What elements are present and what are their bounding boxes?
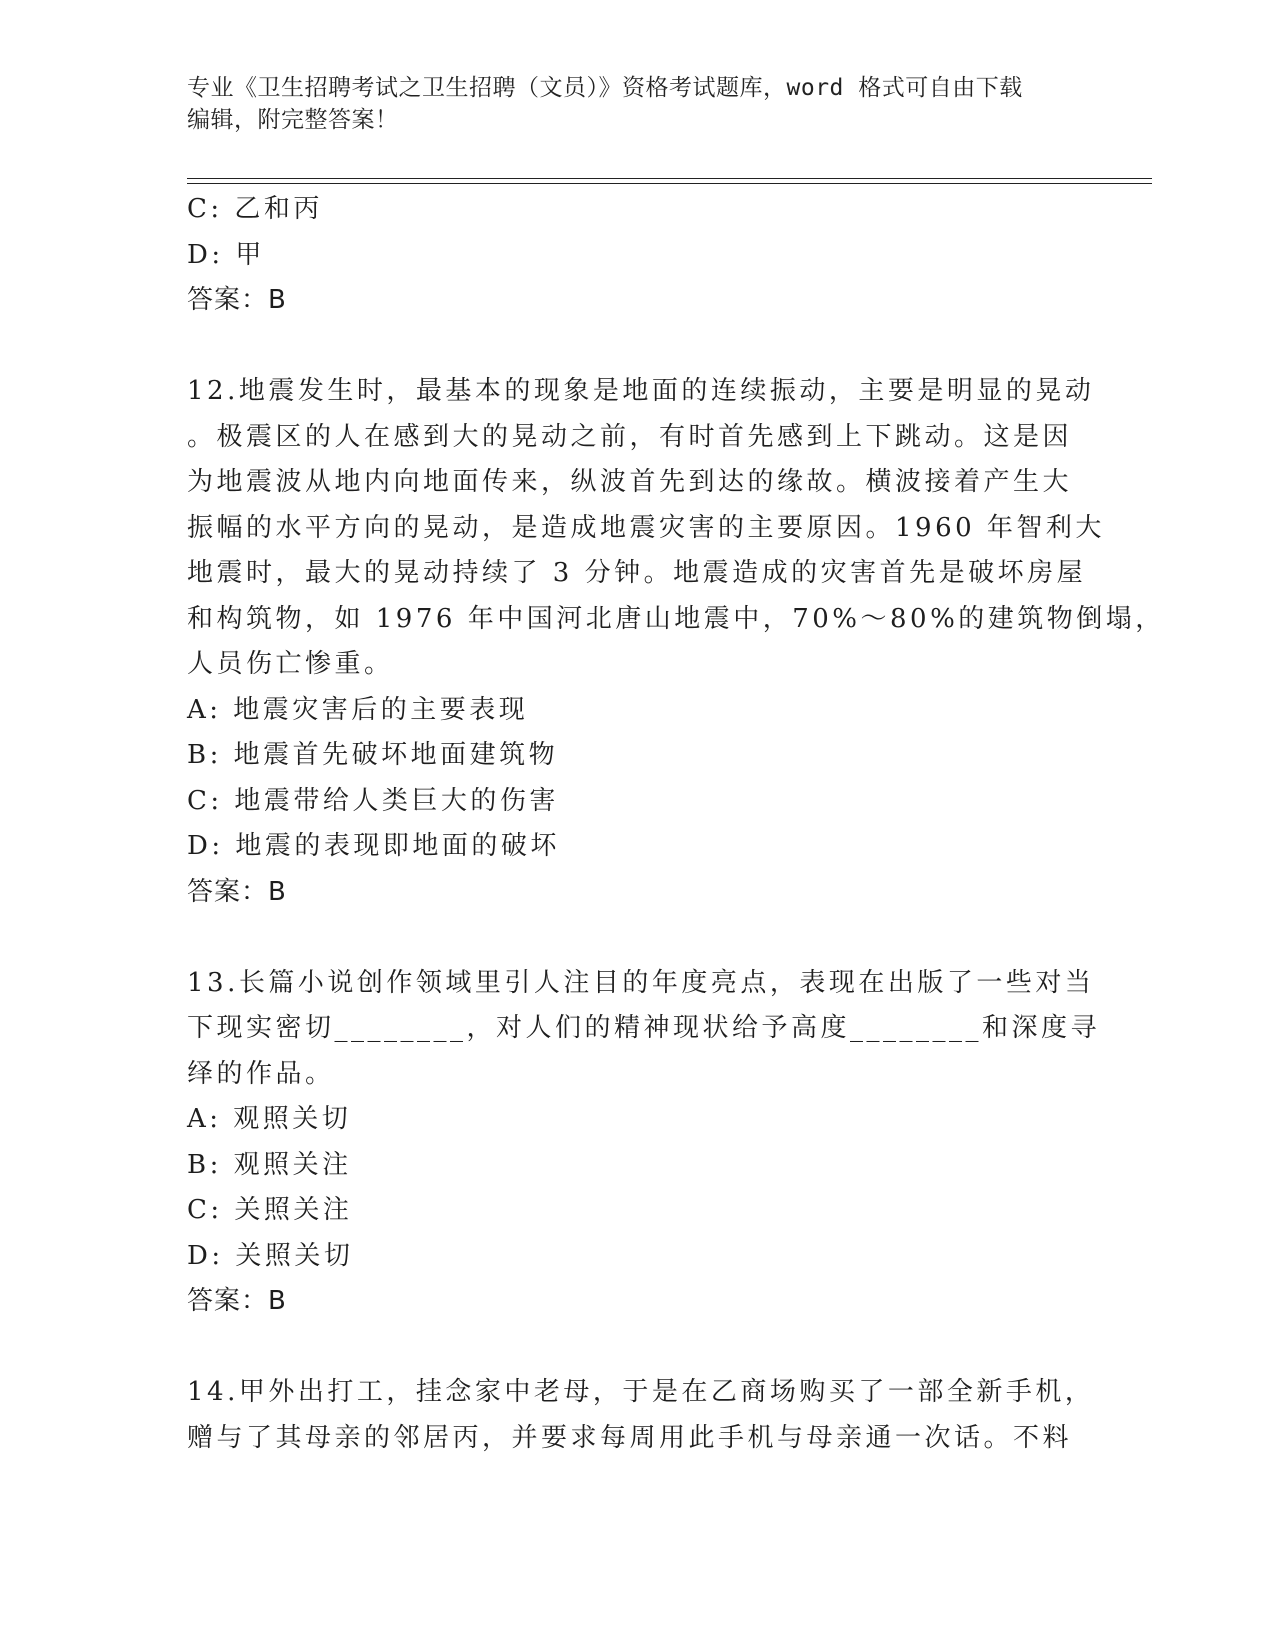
- answer-line: 答案：B: [187, 876, 287, 907]
- option-d: D: 关照关切: [187, 1240, 354, 1271]
- question-text-line: 振幅的水平方向的晃动，是造成地震灾害的主要原因。1960 年智利大: [187, 512, 1105, 543]
- spacer: [187, 1325, 1087, 1371]
- question-text-line: 人员伤亡惨重。: [187, 649, 394, 679]
- answer-line: 答案：B: [187, 285, 287, 315]
- header-rule-bottom: [187, 183, 1152, 184]
- option-a: A: 观照关切: [187, 1104, 352, 1134]
- question-text-line: 13.长篇小说创作领域里引人注目的年度亮点，表现在出版了一些对当: [187, 967, 1095, 998]
- option-d: D: 地震的表现即地面的破坏: [187, 831, 560, 861]
- option-a: A: 地震灾害后的主要表现: [187, 694, 529, 725]
- header-rule-top: [187, 178, 1152, 179]
- previous-question-tail: [187, 187, 1087, 324]
- page-header: [187, 72, 1087, 136]
- option-d: D: 甲: [187, 239, 265, 270]
- question-text-line: 和构筑物，如 1976 年中国河北唐山地震中，70%～80%的建筑物倒塌，: [187, 603, 1165, 634]
- spacer: [187, 324, 1087, 370]
- question-text-line: 为地震波从地内向地面传来，纵波首先到达的缘故。横波接着产生大: [187, 467, 1073, 497]
- question-12: [187, 369, 1165, 915]
- question-text-line: 地震时，最大的晃动持续了 3 分钟。地震造成的灾害首先是破坏房屋: [187, 558, 1087, 588]
- question-text-line: 下现实密切________，对人们的精神现状给予高度________和深度寻: [187, 1013, 1101, 1043]
- question-text-line: 赠与了其母亲的邻居丙，并要求每周用此手机与母亲通一次话。不料: [187, 1422, 1073, 1453]
- option-c: C: 关照关注: [187, 1195, 353, 1225]
- question-text-line: 。极震区的人在感到大的晃动之前，有时首先感到上下跳动。这是因: [187, 421, 1073, 452]
- option-b: B: 观照关注: [187, 1149, 352, 1180]
- document-body: [187, 187, 1165, 1461]
- spacer: [187, 915, 1087, 961]
- option-c: C: 地震带给人类巨大的伤害: [187, 785, 559, 816]
- option-b: B: 地震首先破坏地面建筑物: [187, 740, 559, 770]
- header-line-1: 专业《卫生招聘考试之卫生招聘（文员）》资格考试题库，word 格式可自由下载: [187, 75, 1023, 101]
- option-c: C: 乙和丙: [187, 194, 323, 224]
- question-text-line: 12.地震发生时，最基本的现象是地面的连续振动，主要是明显的晃动: [187, 376, 1095, 406]
- question-14: [187, 1370, 1095, 1461]
- question-13: [187, 961, 1101, 1325]
- question-text-line: 14.甲外出打工，挂念家中老母，于是在乙商场购买了一部全新手机，: [187, 1377, 1095, 1407]
- header-line-2: 编辑，附完整答案！: [187, 107, 399, 133]
- question-text-line: 绎的作品。: [187, 1058, 335, 1089]
- answer-line: 答案：B: [187, 1286, 287, 1316]
